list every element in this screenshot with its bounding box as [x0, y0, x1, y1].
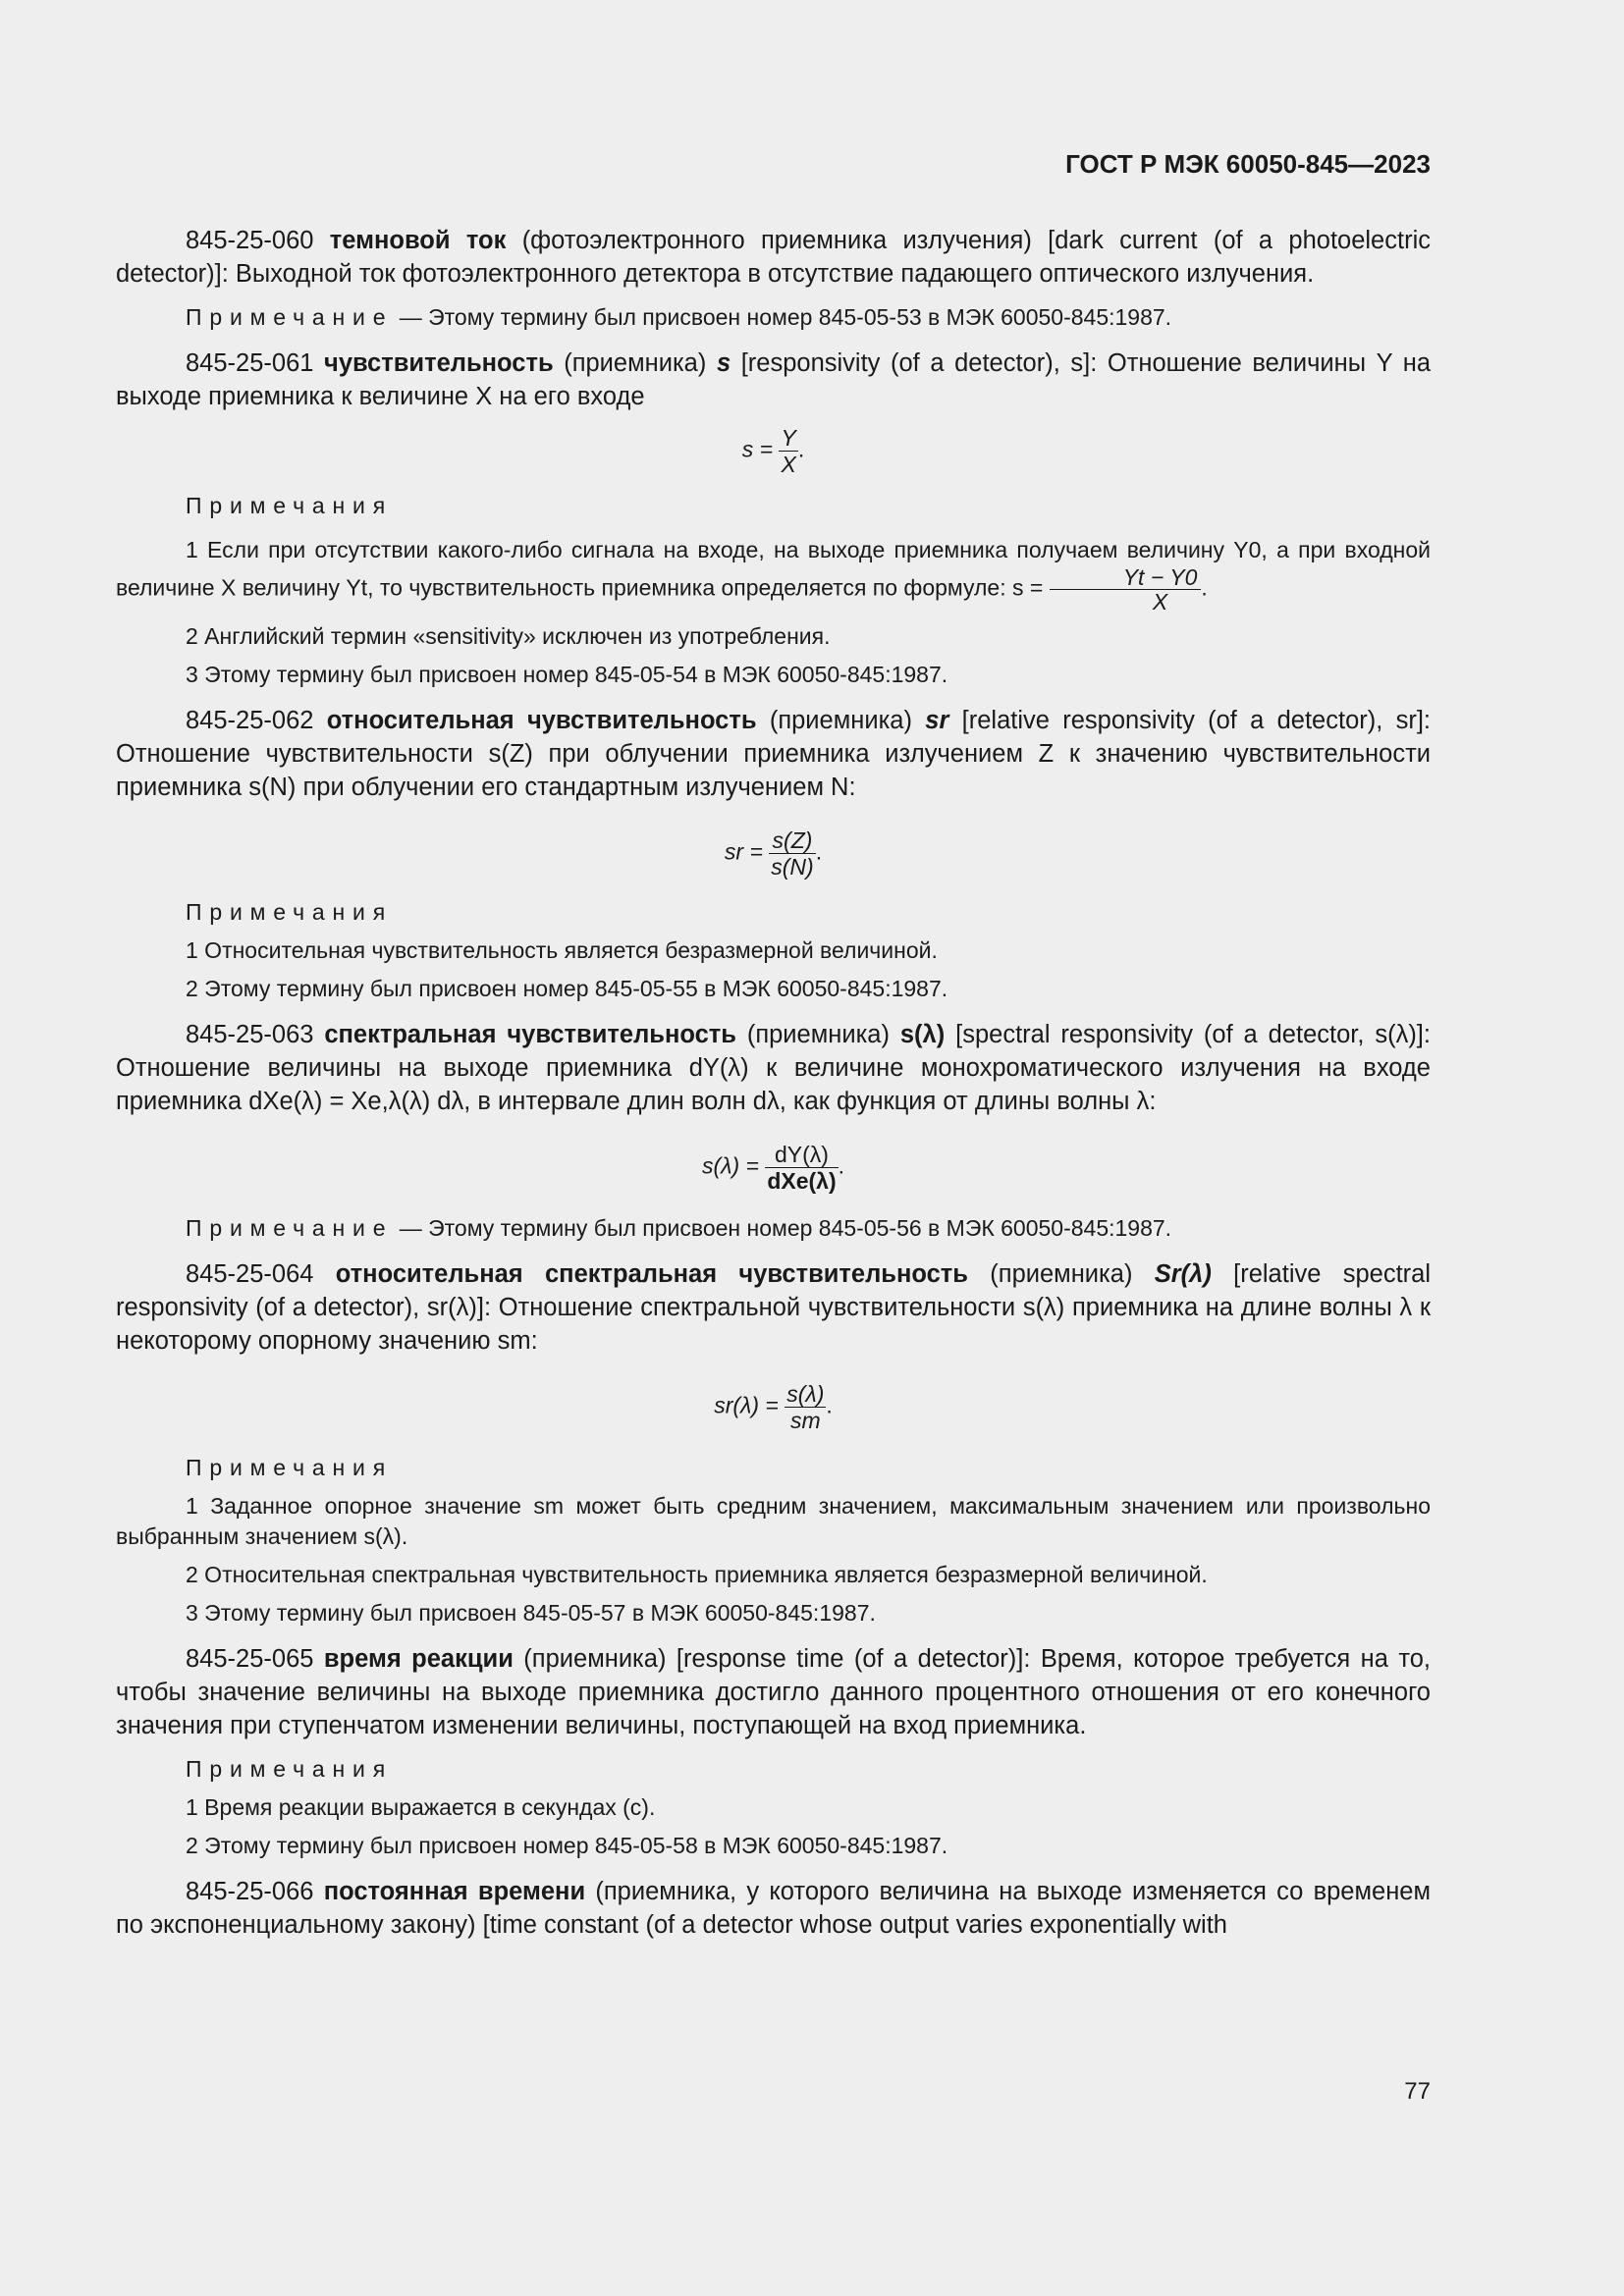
term-name: чувствительность — [324, 349, 554, 377]
formula-061: s = $\frac{Y}{X}$ . — [741, 425, 805, 477]
formula-denominator: dXe(λ) — [767, 1168, 837, 1194]
term-definition: [responsivity (of a detector), s]: Отношение величины Y на выходе приемника к величине X на его входе — [116, 349, 1431, 410]
page-number: 77 — [1404, 2078, 1431, 2105]
note-text: — Этому термину был присвоен номер 845-05-53 в МЭК 60050-845:1987. — [393, 304, 1172, 330]
term-name: темновой ток — [329, 227, 507, 254]
note-064-2: 2 Относительная спектральная чувствительность приемника является безразмерной величиной. — [186, 1562, 1208, 1587]
term-entry-060 — [116, 224, 1431, 291]
term-qualifier: (приемника) — [553, 349, 717, 377]
note-064-1: 1 Заданное опорное значение sm может быть средним значением, максимальным значением или произвольно выбранным значением s(λ). — [116, 1493, 1431, 1549]
note-061-3: 3 Этому термину был присвоен номер 845-05-54 в МЭК 60050-845:1987. — [186, 662, 948, 687]
note-060 — [116, 302, 1431, 333]
formula-numerator: s(Z) — [769, 828, 815, 854]
note-065-1: 1 Время реакции выражается в секундах (с). — [186, 1794, 656, 1820]
formula-lhs: sr = — [724, 838, 763, 865]
term-name: относительная чувствительность — [326, 707, 757, 734]
term-name: постоянная времени — [323, 1878, 586, 1905]
formula-lhs: s = — [741, 436, 774, 462]
term-entry-063 — [116, 1018, 1431, 1118]
notes-heading-065: Примечания — [186, 1756, 393, 1782]
term-entry-061 — [116, 347, 1431, 413]
note-062-2: 2 Этому термину был присвоен номер 845-05-55 в МЭК 60050-845:1987. — [186, 976, 948, 1001]
note-text: — Этому термину был присвоен номер 845-05-56 в МЭК 60050-845:1987. — [393, 1215, 1172, 1241]
note-label: Примечание — [186, 1215, 394, 1241]
term-number: 845-25-065 — [186, 1645, 314, 1673]
formula-lhs: sr(λ) = — [714, 1392, 779, 1418]
formula-denominator: sm — [789, 1408, 821, 1433]
formula-063: s(λ) = $\frac{dY(\lambda)}{\text{dXe(λ)}}$ . — [701, 1142, 845, 1194]
term-number: 845-25-060 — [186, 227, 314, 254]
term-definition: [relative responsivity (of a detector), sr]: Отношение чувствительности s(Z) при облучении приемника излучением Z к значению чувствительности приемника s(N) при облучении его стандартным излучением N: — [116, 707, 1432, 801]
term-symbol: s — [716, 349, 731, 377]
term-entry-062 — [116, 704, 1431, 804]
term-symbol: s(λ) — [899, 1021, 946, 1048]
note-formula-fraction — [1050, 565, 1202, 614]
formula-fraction — [785, 1381, 826, 1433]
term-definition: (приемника, у которого величина на выходе изменяется со временем по экспоненциальному закону) [time constant (of a detector whose output varies exponentially with — [116, 1878, 1431, 1939]
note-062-1: 1 Относительная чувствительность является безразмерной величиной. — [186, 937, 938, 963]
term-symbol: sr — [925, 707, 949, 734]
note-064-3: 3 Этому термину был присвоен 845-05-57 в МЭК 60050-845:1987. — [186, 1600, 876, 1626]
term-entry-065 — [116, 1642, 1431, 1742]
term-qualifier: (приемника) — [735, 1021, 900, 1048]
note-formula-denominator: X — [1152, 589, 1168, 614]
formula-fraction — [769, 828, 815, 880]
term-name: время реакции — [323, 1645, 514, 1673]
note-063 — [116, 1213, 1431, 1244]
standard-header: ГОСТ Р МЭК 60050-845—2023 — [1065, 149, 1431, 179]
term-number: 845-25-063 — [186, 1021, 314, 1048]
term-symbol: Sr(λ) — [1154, 1260, 1212, 1288]
term-qualifier: (приемника) — [756, 707, 926, 734]
formula-numerator: s(λ) — [786, 1381, 825, 1407]
formula-064: sr(λ) = $\frac{s(\lambda)}{sm}$ . — [714, 1381, 833, 1433]
formula-fraction — [779, 425, 797, 477]
notes-heading-061: Примечания — [186, 493, 393, 518]
term-entry-064 — [116, 1257, 1431, 1358]
formula-numerator: dY(λ) — [765, 1142, 838, 1168]
formula-denominator: X — [781, 452, 796, 477]
note-label: Примечание — [186, 304, 394, 330]
term-definition: (приемника) [response time (of a detector)]: Время, которое требуется на то, чтобы значение величины на выходе приемника достигло данного процентного отношения от его конечного значения при ступенчатом изменении величины, поступающей на вход приемника. — [116, 1645, 1431, 1739]
term-number: 845-25-064 — [186, 1260, 314, 1288]
formula-062: sr = $\frac{s(Z)}{s(N)}$ . — [724, 828, 823, 880]
note-formula-numerator: Yt − Y0 — [1050, 565, 1202, 590]
term-entry-066 — [116, 1875, 1431, 1942]
term-name: спектральная чувствительность — [324, 1021, 736, 1048]
note-065-2: 2 Этому термину был присвоен номер 845-05-58 в МЭК 60050-845:1987. — [186, 1833, 948, 1858]
note-text: 1 Если при отсутствии какого-либо сигнала на входе, на выходе приемника получаем величину Y0, а при входной величине X величину Yt, то чувствительность приемника определяется по формуле: s = — [116, 537, 1431, 601]
notes-heading-064: Примечания — [186, 1455, 393, 1480]
formula-lhs: s(λ) = — [701, 1152, 759, 1179]
term-definition: [relative spectral responsivity (of a detector), sr(λ)]: Отношение спектральной чувствительности s(λ) приемника на длине волны λ к некоторому опорному значению sm: — [116, 1260, 1432, 1355]
term-definition: (фотоэлектронного приемника излучения) [dark current (of a photoelectric detector)]: Выходной ток фотоэлектронного детектора в отсутствие падающего оптического излучения. — [116, 227, 1431, 288]
term-number: 845-25-061 — [186, 349, 314, 377]
formula-denominator: s(N) — [771, 854, 814, 880]
term-qualifier: (приемника) — [967, 1260, 1155, 1288]
formula-numerator: Y — [781, 425, 796, 451]
notes-heading-062: Примечания — [186, 899, 393, 925]
term-number: 845-25-066 — [186, 1878, 314, 1905]
page-content — [116, 224, 1431, 1942]
term-name: относительная спектральная чувствительность — [335, 1260, 968, 1288]
term-definition: [spectral responsivity (of a detector, s(λ)]: Отношение величины на выходе приемника dY(λ) к величине монохроматического излучения на входе приемника dXe(λ) = Xe,λ(λ) dλ, в интервале длин волн dλ, как функция от длины волны λ: — [116, 1021, 1431, 1115]
note-061-1: 1 Если при отсутствии какого-либо сигнала на входе, на выходе приемника получаем величину Y0, а при входной величине X величину Yt, то чувствительность приемника определяется по формуле: s = $\frac{Yt - Y0}{X}$ . — [116, 537, 1431, 614]
formula-fraction — [765, 1142, 838, 1194]
term-number: 845-25-062 — [186, 707, 314, 734]
note-061-2: 2 Английский термин «sensitivity» исключен из употребления. — [186, 623, 831, 649]
